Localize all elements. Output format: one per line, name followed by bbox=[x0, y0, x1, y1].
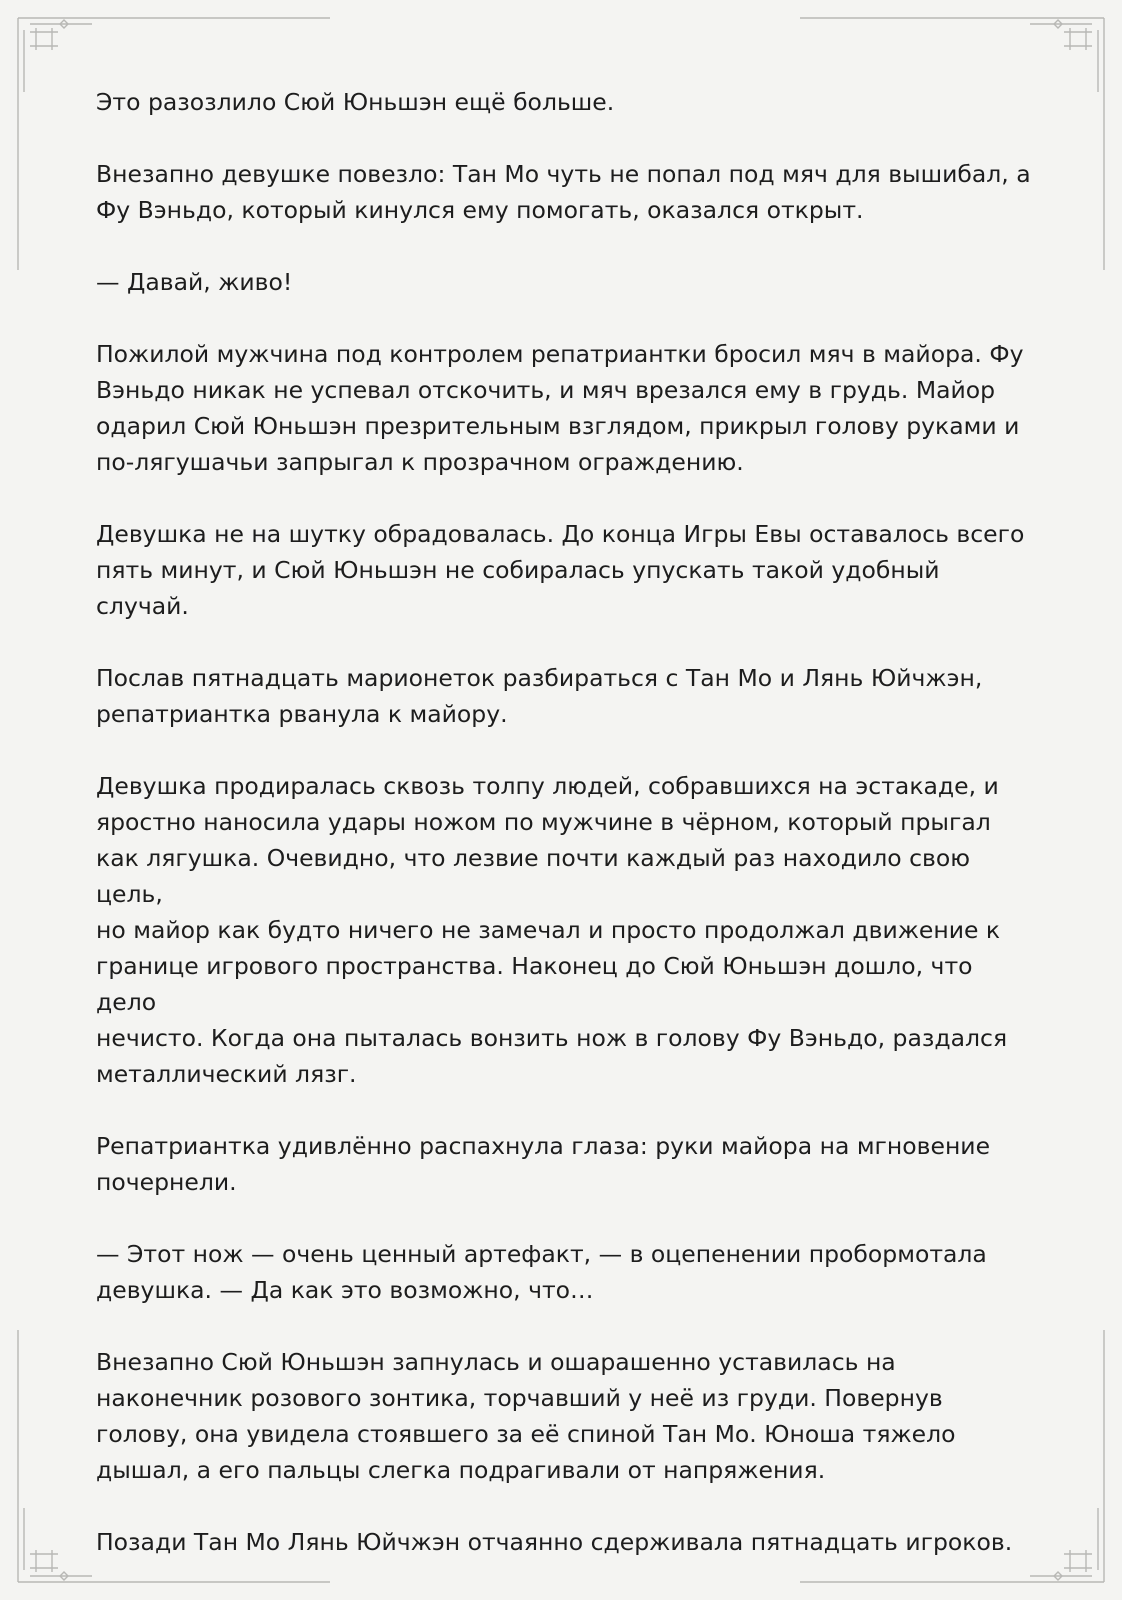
paragraph: Позади Тан Мо Лянь Юйчжэн отчаянно сдерживала пятнадцать игроков. bbox=[96, 1528, 1013, 1556]
paragraph: Это разозлило Сюй Юньшэн ещё больше. bbox=[96, 88, 615, 116]
paragraph: Пожилой мужчина под контролем репатриантки бросил мяч в майора. Фу Вэньдо никак не успевал отскочить, и мяч врезался ему в грудь. Майор одарил Сюй Юньшэн презрительным взглядом, прикрыл голову руками и по-лягушачьи запрыгал к прозрачном ограждению. bbox=[96, 340, 1024, 476]
paragraph: Девушка продиралась сквозь толпу людей, собравшихся на эстакаде, и яростно наносила удары ножом по мужчине в чёрном, который прыгал как лягушка. Очевидно, что лезвие почти каждый раз находило свою цель, но майор как будто ничего не замечал и просто продолжал движение к границе игрового пространства. Наконец до Сюй Юньшэн дошло, что дело нечисто. Когда она пыталась вонзить нож в голову Фу Вэньдо, раздался металлический лязг. bbox=[96, 772, 1008, 1088]
paragraph: — Давай, живо! bbox=[96, 268, 293, 296]
paragraph: Репатриантка удивлённо распахнула глаза: руки майора на мгновение почернели. bbox=[96, 1132, 991, 1196]
paragraph: Послав пятнадцать марионеток разбираться с Тан Мо и Лянь Юйчжэн, репатриантка рванула к майору. bbox=[96, 664, 983, 728]
paragraph: Внезапно Сюй Юньшэн запнулась и ошарашенно уставилась на наконечник розового зонтика, торчавший у неё из груди. Повернув голову, она увидела стоявшего за её спиной Тан Мо. Юноша тяжело дышал, а его пальцы слегка подрагивали от напряжения. bbox=[96, 1348, 956, 1484]
paragraph: Внезапно девушке повезло: Тан Мо чуть не попал под мяч для вышибал, а Фу Вэньдо, который кинулся ему помогать, оказался открыт. bbox=[96, 160, 1031, 224]
paragraph: — Этот нож — очень ценный артефакт, — в оцепенении пробормотала девушка. — Да как это возможно, что… bbox=[96, 1240, 987, 1304]
paragraph: Девушка не на шутку обрадовалась. До конца Игры Евы оставалось всего пять минут, и Сюй Юньшэн не собиралась упускать такой удобный случай. bbox=[96, 520, 1025, 620]
document-text-body bbox=[96, 84, 1036, 1596]
